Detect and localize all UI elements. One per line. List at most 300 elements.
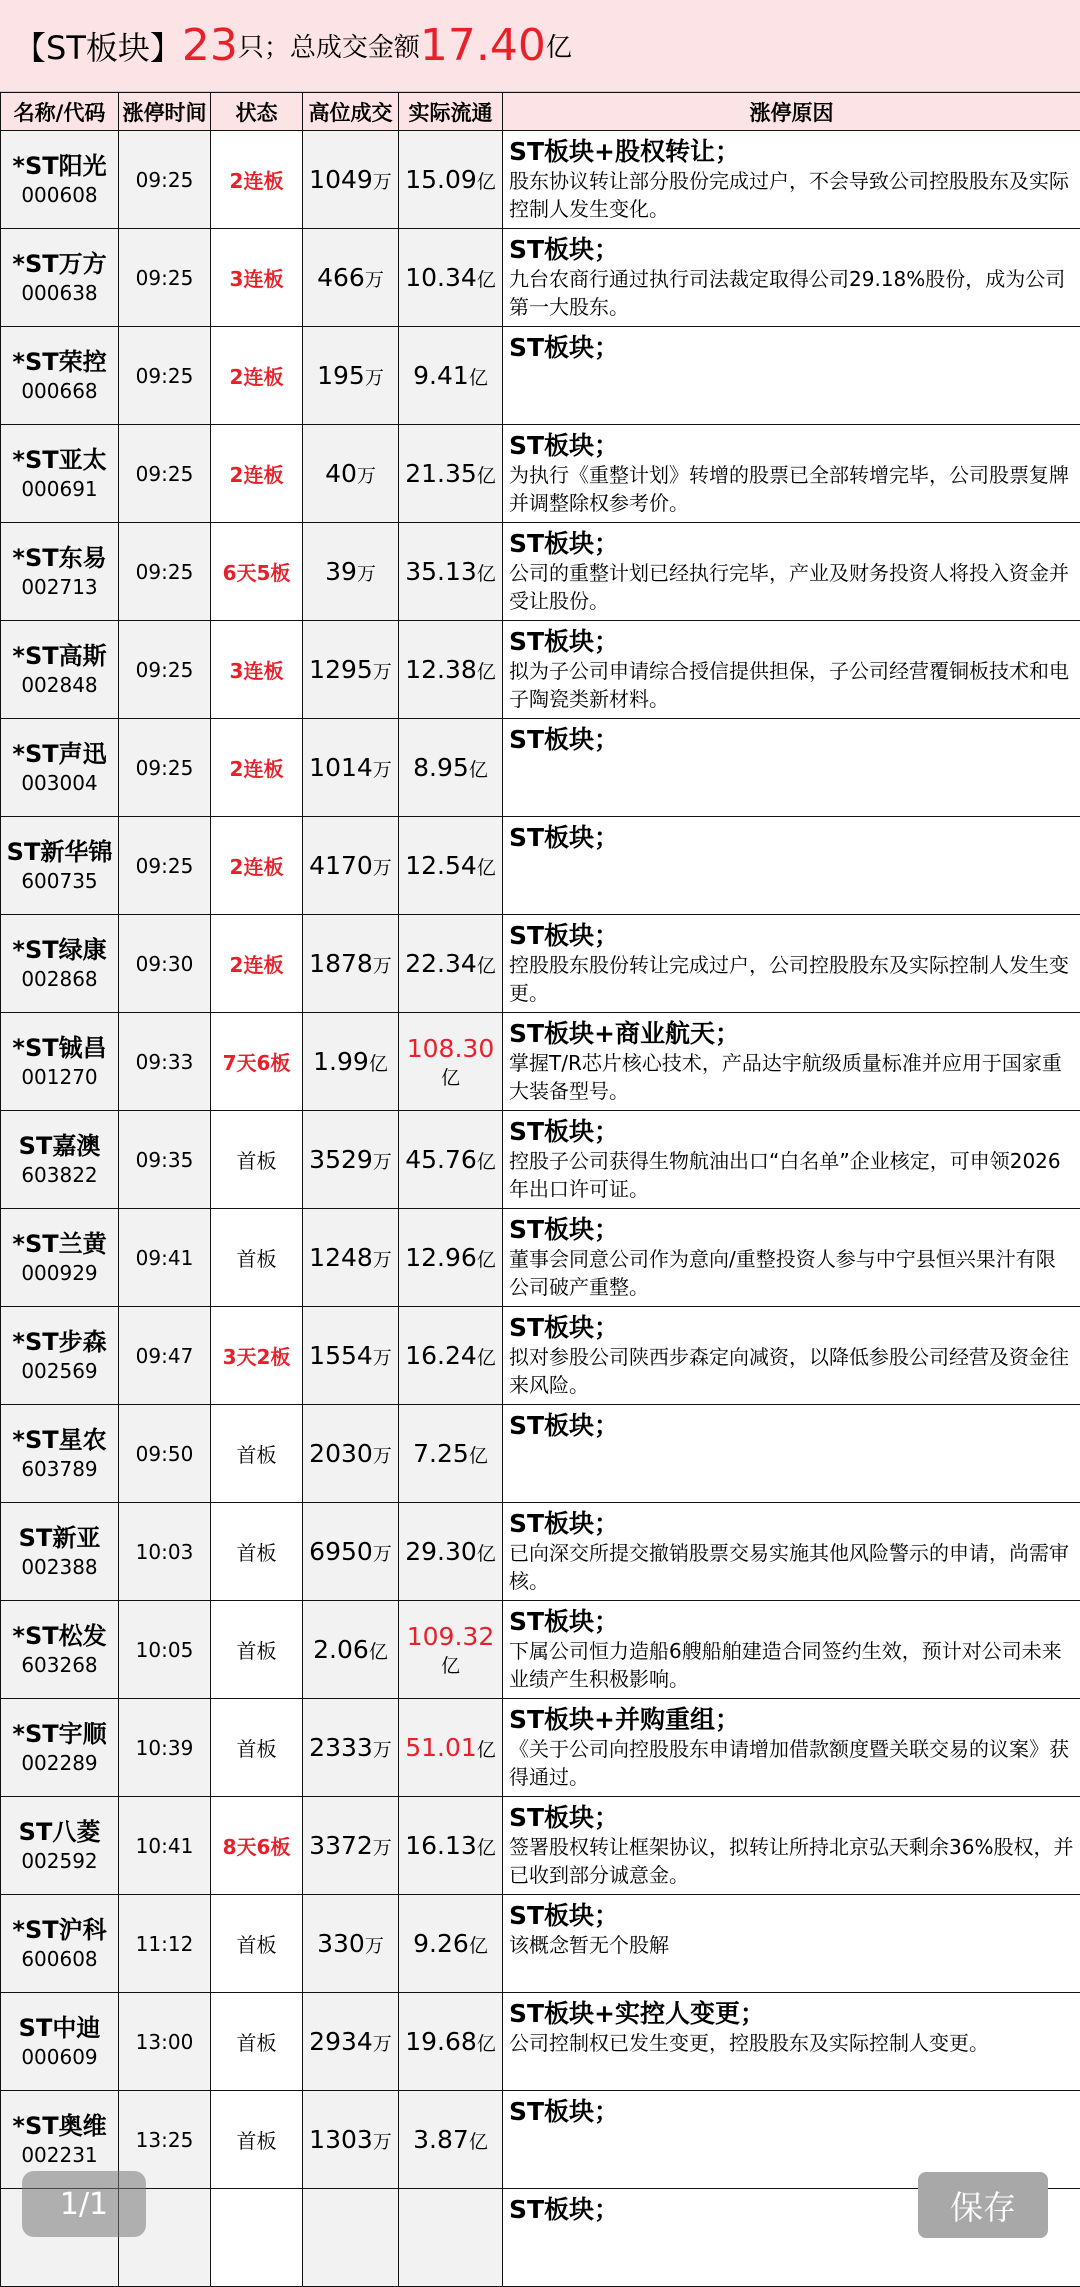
reason-cell: [503, 1503, 1080, 1601]
table-row[interactable]: [1, 425, 1080, 523]
high-volume-value: 3372: [309, 1831, 373, 1860]
stock-cell: [1, 1993, 119, 2091]
limit-time: 09:25: [136, 756, 194, 780]
limit-time: 11:12: [136, 1932, 194, 1956]
high-volume-cell: [303, 1797, 399, 1895]
limit-time: 09:25: [136, 266, 194, 290]
total-turnover-value: 17.40: [420, 20, 546, 71]
high-volume-unit: 万: [365, 269, 384, 291]
status-badge: 2连板: [230, 169, 284, 193]
float-value: 16.24: [405, 1341, 477, 1370]
float-unit: 亿: [441, 1067, 460, 1089]
col-header-high-volume: 高位成交: [303, 93, 399, 131]
table-row[interactable]: [1, 1405, 1080, 1503]
table-row[interactable]: [1, 817, 1080, 915]
status-cell: [211, 817, 303, 915]
high-volume-cell: [303, 2189, 399, 2287]
table-row[interactable]: [1, 1111, 1080, 1209]
status-cell: [211, 1013, 303, 1111]
limit-time: 09:25: [136, 462, 194, 486]
float-unit: 亿: [469, 367, 488, 389]
float-value: 29.30: [405, 1537, 477, 1566]
limit-time: 13:25: [136, 2128, 194, 2152]
stock-name: *ST阳光: [1, 151, 118, 181]
table-row[interactable]: [1, 621, 1080, 719]
float-value: 22.34: [405, 949, 477, 978]
stock-cell: [1, 915, 119, 1013]
status-badge: 6天5板: [223, 561, 291, 585]
table-row[interactable]: [1, 229, 1080, 327]
limit-time: 09:25: [136, 364, 194, 388]
reason-title: ST板块；: [509, 431, 1074, 461]
stock-code: 002289: [1, 1749, 118, 1777]
limit-time-cell: [119, 915, 211, 1013]
stock-cell: [1, 1405, 119, 1503]
status-cell: [211, 719, 303, 817]
limit-time-cell: [119, 1503, 211, 1601]
reason-cell: [503, 1993, 1080, 2091]
stock-name: *ST松发: [1, 1621, 118, 1651]
section-prefix: 【ST板块】: [14, 23, 182, 69]
page-indicator[interactable]: 1/1: [22, 2171, 146, 2237]
status-badge: 3连板: [230, 659, 284, 683]
limit-time-cell: [119, 719, 211, 817]
float-value: 10.34: [405, 263, 477, 292]
reason-title: ST板块；: [509, 725, 1074, 755]
reason-desc: 拟对参股公司陕西步森定向减资，以降低参股公司经营及资金往来风险。: [509, 1343, 1074, 1399]
reason-title: ST板块；: [509, 1411, 1074, 1441]
float-unit: 亿: [477, 1249, 496, 1271]
status-badge: 2连板: [230, 365, 284, 389]
high-volume-value: 3529: [309, 1145, 373, 1174]
table-row[interactable]: [1, 1307, 1080, 1405]
high-volume-cell: [303, 1013, 399, 1111]
stock-name: *ST步森: [1, 1327, 118, 1357]
table-row[interactable]: [1, 1895, 1080, 1993]
status-cell: [211, 229, 303, 327]
float-unit: 亿: [477, 661, 496, 683]
float-cell: [399, 1013, 503, 1111]
limit-up-table: [0, 92, 1080, 2287]
limit-time-cell: [119, 1895, 211, 1993]
float-value: 16.13: [405, 1831, 477, 1860]
high-volume-value: 466: [317, 263, 365, 292]
status-cell: [211, 1699, 303, 1797]
float-cell: [399, 1699, 503, 1797]
float-unit: 亿: [477, 955, 496, 977]
float-unit: 亿: [477, 1347, 496, 1369]
float-value: 12.96: [405, 1243, 477, 1272]
table-row[interactable]: [1, 2091, 1080, 2189]
reason-desc: 已向深交所提交撤销股票交易实施其他风险警示的申请，尚需审核。: [509, 1539, 1074, 1595]
float-value: 108.30: [407, 1034, 494, 1063]
high-volume-value: 39: [325, 557, 357, 586]
reason-desc: 控股股东股份转让完成过户，公司控股股东及实际控制人发生变更。: [509, 951, 1074, 1007]
stock-cell: [1, 523, 119, 621]
status-cell: [211, 1405, 303, 1503]
table-row[interactable]: [1, 1797, 1080, 1895]
stock-code: 603789: [1, 1455, 118, 1483]
float-cell: [399, 2189, 503, 2287]
stock-cell: [1, 1699, 119, 1797]
float-unit: 亿: [477, 465, 496, 487]
status-cell: [211, 915, 303, 1013]
limit-time-cell: [119, 817, 211, 915]
limit-time-cell: [119, 425, 211, 523]
table-row[interactable]: [1, 719, 1080, 817]
high-volume-value: 40: [325, 459, 357, 488]
status-cell: [211, 621, 303, 719]
float-cell: [399, 719, 503, 817]
reason-title: ST板块；: [509, 1509, 1074, 1539]
float-cell: [399, 1111, 503, 1209]
float-unit: 亿: [477, 1837, 496, 1859]
table-row[interactable]: [1, 131, 1080, 229]
stock-cell: [1, 1307, 119, 1405]
limit-time-cell: [119, 1307, 211, 1405]
reason-title: ST板块；: [509, 823, 1074, 853]
high-volume-unit: 万: [373, 661, 392, 683]
status-badge: 3连板: [230, 267, 284, 291]
status-badge: 2连板: [230, 757, 284, 781]
reason-title: ST板块；: [509, 529, 1074, 559]
high-volume-unit: 万: [365, 367, 384, 389]
limit-time: 10:41: [136, 1834, 194, 1858]
high-volume-value: 2.06: [313, 1635, 369, 1664]
high-volume-cell: [303, 1993, 399, 2091]
high-volume-unit: 万: [373, 2131, 392, 2153]
total-turnover-label: 总成交金额: [290, 27, 420, 64]
limit-time-cell: [119, 1601, 211, 1699]
high-volume-value: 2333: [309, 1733, 373, 1762]
reason-cell: [503, 621, 1080, 719]
float-value: 9.26: [413, 1929, 469, 1958]
stock-code: 000638: [1, 279, 118, 307]
high-volume-cell: [303, 425, 399, 523]
reason-cell: [503, 229, 1080, 327]
status-badge: 2连板: [230, 953, 284, 977]
float-cell: [399, 1503, 503, 1601]
reason-title: ST板块；: [509, 1313, 1074, 1343]
reason-cell: [503, 1797, 1080, 1895]
high-volume-unit: 万: [373, 1151, 392, 1173]
reason-cell: [503, 817, 1080, 915]
high-volume-unit: 万: [373, 1347, 392, 1369]
stock-cell: [1, 1111, 119, 1209]
col-header-status: 状态: [211, 93, 303, 131]
status-badge: 首板: [237, 1247, 277, 1271]
limit-time: 10:39: [136, 1736, 194, 1760]
high-volume-unit: 亿: [369, 1641, 388, 1663]
float-value: 21.35: [405, 459, 477, 488]
total-turnover-unit: 亿: [546, 27, 572, 64]
stock-name: *ST万方: [1, 249, 118, 279]
float-unit: 亿: [477, 1543, 496, 1565]
table-header-row: [1, 93, 1080, 131]
high-volume-cell: [303, 523, 399, 621]
stock-code: 000609: [1, 2043, 118, 2071]
limit-time-cell: [119, 1405, 211, 1503]
reason-title: ST板块；: [509, 627, 1074, 657]
reason-title: ST板块；: [509, 1117, 1074, 1147]
high-volume-value: 1878: [309, 949, 373, 978]
high-volume-cell: [303, 1405, 399, 1503]
stock-name: ST新华锦: [1, 837, 118, 867]
table-row[interactable]: [1, 327, 1080, 425]
stock-cell: [1, 327, 119, 425]
stock-name: *ST声迅: [1, 739, 118, 769]
high-volume-unit: 万: [373, 171, 392, 193]
table-row[interactable]: [1, 1209, 1080, 1307]
float-value: 35.13: [405, 557, 477, 586]
reason-cell: [503, 425, 1080, 523]
reason-title: ST板块；: [509, 2097, 1074, 2127]
high-volume-value: 195: [317, 361, 365, 390]
limit-time: 13:00: [136, 2030, 194, 2054]
float-cell: [399, 1993, 503, 2091]
stock-cell: [1, 621, 119, 719]
float-value: 9.41: [413, 361, 469, 390]
col-header-name-code: 名称/代码: [1, 93, 119, 131]
reason-desc: 九台农商行通过执行司法裁定取得公司29.18%股份，成为公司第一大股东。: [509, 265, 1074, 321]
reason-desc: 下属公司恒力造船6艘船舶建造合同签约生效，预计对公司未来业绩产生积极影响。: [509, 1637, 1074, 1693]
reason-cell: [503, 719, 1080, 817]
high-volume-value: 6950: [309, 1537, 373, 1566]
reason-cell: [503, 1013, 1080, 1111]
high-volume-cell: [303, 817, 399, 915]
summary-header: [0, 0, 1080, 92]
high-volume-value: 1.99: [313, 1047, 369, 1076]
high-volume-unit: 万: [373, 1739, 392, 1761]
float-cell: [399, 915, 503, 1013]
stock-code: 002569: [1, 1357, 118, 1385]
float-value: 8.95: [413, 753, 469, 782]
float-cell: [399, 1405, 503, 1503]
save-button[interactable]: 保存: [918, 2172, 1048, 2238]
stock-name: ST嘉澳: [1, 1131, 118, 1161]
high-volume-cell: [303, 1307, 399, 1405]
limit-time-cell: [119, 621, 211, 719]
high-volume-cell: [303, 915, 399, 1013]
stock-cell: [1, 1601, 119, 1699]
high-volume-cell: [303, 1601, 399, 1699]
high-volume-cell: [303, 1209, 399, 1307]
table-row[interactable]: [1, 1013, 1080, 1111]
stock-code: 002592: [1, 1847, 118, 1875]
float-value: 109.32: [407, 1622, 494, 1651]
stock-code: 603822: [1, 1161, 118, 1189]
limit-time-cell: [119, 131, 211, 229]
float-value: 19.68: [405, 2027, 477, 2056]
limit-time: 09:50: [136, 1442, 194, 1466]
table-row[interactable]: [1, 1993, 1080, 2091]
float-value: 45.76: [405, 1145, 477, 1174]
status-cell: [211, 1307, 303, 1405]
status-badge: 首板: [237, 2129, 277, 2153]
float-unit: 亿: [469, 1935, 488, 1957]
limit-time-cell: [119, 1013, 211, 1111]
float-cell: [399, 1307, 503, 1405]
high-volume-value: 2934: [309, 2027, 373, 2056]
stock-code: 600608: [1, 1945, 118, 1973]
stock-code: 000608: [1, 181, 118, 209]
float-cell: [399, 1601, 503, 1699]
limit-time-cell: [119, 1797, 211, 1895]
high-volume-unit: 万: [373, 1445, 392, 1467]
reason-cell: [503, 1601, 1080, 1699]
high-volume-cell: [303, 2091, 399, 2189]
reason-title: ST板块；: [509, 1215, 1074, 1245]
high-volume-unit: 万: [373, 1837, 392, 1859]
table-row[interactable]: [1, 1503, 1080, 1601]
status-cell: [211, 1797, 303, 1895]
float-cell: [399, 327, 503, 425]
reason-desc: 董事会同意公司作为意向/重整投资人参与中宁县恒兴果汁有限公司破产重整。: [509, 1245, 1074, 1301]
status-cell: [211, 131, 303, 229]
stock-cell: [1, 719, 119, 817]
high-volume-value: 1248: [309, 1243, 373, 1272]
float-unit: 亿: [469, 2131, 488, 2153]
float-unit: 亿: [477, 171, 496, 193]
status-badge: 首板: [237, 1541, 277, 1565]
reason-desc: 股东协议转让部分股份完成过户，不会导致公司控股股东及实际控制人发生变化。: [509, 167, 1074, 223]
float-unit: 亿: [477, 269, 496, 291]
table-row[interactable]: [1, 1601, 1080, 1699]
limit-time: 10:05: [136, 1638, 194, 1662]
stock-name: *ST荣控: [1, 347, 118, 377]
high-volume-unit: 万: [357, 465, 376, 487]
status-cell: [211, 1209, 303, 1307]
status-cell: [211, 327, 303, 425]
stock-code: 002848: [1, 671, 118, 699]
stock-code: 000668: [1, 377, 118, 405]
limit-time: 09:25: [136, 854, 194, 878]
stock-cell: [1, 1209, 119, 1307]
stock-code: 003004: [1, 769, 118, 797]
status-cell: [211, 1993, 303, 2091]
high-volume-unit: 万: [373, 1543, 392, 1565]
high-volume-unit: 亿: [369, 1053, 388, 1075]
stock-name: *ST宇顺: [1, 1719, 118, 1749]
float-cell: [399, 621, 503, 719]
limit-time: 09:25: [136, 168, 194, 192]
stock-name: *ST东易: [1, 543, 118, 573]
limit-time: 10:03: [136, 1540, 194, 1564]
status-badge: 2连板: [230, 855, 284, 879]
status-badge: 首板: [237, 1737, 277, 1761]
high-volume-cell: [303, 621, 399, 719]
stock-name: *ST奥维: [1, 2111, 118, 2141]
high-volume-cell: [303, 229, 399, 327]
limit-time: 09:30: [136, 952, 194, 976]
reason-desc: 掌握T/R芯片核心技术，产品达宇航级质量标准并应用于国家重大装备型号。: [509, 1049, 1074, 1105]
limit-time-cell: [119, 1699, 211, 1797]
reason-desc: 拟为子公司申请综合授信提供担保，子公司经营覆铜板技术和电子陶瓷类新材料。: [509, 657, 1074, 713]
limit-time-cell: [119, 1209, 211, 1307]
reason-cell: [503, 1405, 1080, 1503]
reason-title: ST板块；: [509, 1803, 1074, 1833]
limit-time: 09:25: [136, 560, 194, 584]
float-value: 3.87: [413, 2125, 469, 2154]
high-volume-cell: [303, 1111, 399, 1209]
high-volume-cell: [303, 131, 399, 229]
stock-cell: [1, 1503, 119, 1601]
high-volume-unit: 万: [373, 2033, 392, 2055]
status-badge: 3天2板: [223, 1345, 291, 1369]
limit-time-cell: [119, 523, 211, 621]
float-unit: 亿: [469, 759, 488, 781]
limit-time: 09:33: [136, 1050, 194, 1074]
reason-cell: [503, 915, 1080, 1013]
reason-desc: 《关于公司向控股股东申请增加借款额度暨关联交易的议案》获得通过。: [509, 1735, 1074, 1791]
status-cell: [211, 1503, 303, 1601]
float-value: 15.09: [405, 165, 477, 194]
stock-code: 002713: [1, 573, 118, 601]
stock-code: 603268: [1, 1651, 118, 1679]
status-cell: [211, 1895, 303, 1993]
status-cell: [211, 1111, 303, 1209]
stock-name: ST新亚: [1, 1523, 118, 1553]
status-cell: [211, 425, 303, 523]
stock-name: *ST高斯: [1, 641, 118, 671]
reason-title: ST板块；: [509, 921, 1074, 951]
high-volume-value: 1295: [309, 655, 373, 684]
high-volume-value: 1303: [309, 2125, 373, 2154]
reason-title: ST板块；: [509, 1901, 1074, 1931]
reason-desc: 控股子公司获得生物航油出口“白名单”企业核定，可申领2026年出口许可证。: [509, 1147, 1074, 1203]
stock-cell: [1, 131, 119, 229]
col-header-limit-time: 涨停时间: [119, 93, 211, 131]
reason-title: ST板块+商业航天；: [509, 1019, 1074, 1049]
reason-title: ST板块+股权转让；: [509, 137, 1074, 167]
table-row[interactable]: [1, 1699, 1080, 1797]
reason-title: ST板块；: [509, 2195, 1074, 2225]
high-volume-value: 1014: [309, 753, 373, 782]
status-badge: 首板: [237, 1933, 277, 1957]
reason-cell: [503, 1895, 1080, 1993]
reason-title: ST板块+实控人变更；: [509, 1999, 1074, 2029]
high-volume-value: 2030: [309, 1439, 373, 1468]
high-volume-cell: [303, 719, 399, 817]
limit-time-cell: [119, 229, 211, 327]
reason-desc: 公司的重整计划已经执行完毕，产业及财务投资人将投入资金并受让股份。: [509, 559, 1074, 615]
stock-code: 000929: [1, 1259, 118, 1287]
limit-time: 09:47: [136, 1344, 194, 1368]
status-badge: 8天6板: [223, 1835, 291, 1859]
reason-desc: 为执行《重整计划》转增的股票已全部转增完毕，公司股票复牌并调整除权参考价。: [509, 461, 1074, 517]
reason-title: ST板块；: [509, 1607, 1074, 1637]
col-header-reason: 涨停原因: [503, 93, 1080, 131]
float-cell: [399, 131, 503, 229]
stock-name: *ST星农: [1, 1425, 118, 1455]
float-cell: [399, 1797, 503, 1895]
stock-code: 002231: [1, 2141, 118, 2169]
status-badge: 首板: [237, 1149, 277, 1173]
stock-code: 000691: [1, 475, 118, 503]
table-row[interactable]: [1, 915, 1080, 1013]
high-volume-unit: 万: [373, 1249, 392, 1271]
stock-name: *ST沪科: [1, 1915, 118, 1945]
float-cell: [399, 2091, 503, 2189]
stock-code: 002868: [1, 965, 118, 993]
status-cell: [211, 1601, 303, 1699]
reason-cell: [503, 523, 1080, 621]
stock-code: 002388: [1, 1553, 118, 1581]
reason-title: ST板块；: [509, 235, 1074, 265]
limit-time: 09:35: [136, 1148, 194, 1172]
table-row[interactable]: [1, 523, 1080, 621]
status-cell: [211, 2091, 303, 2189]
